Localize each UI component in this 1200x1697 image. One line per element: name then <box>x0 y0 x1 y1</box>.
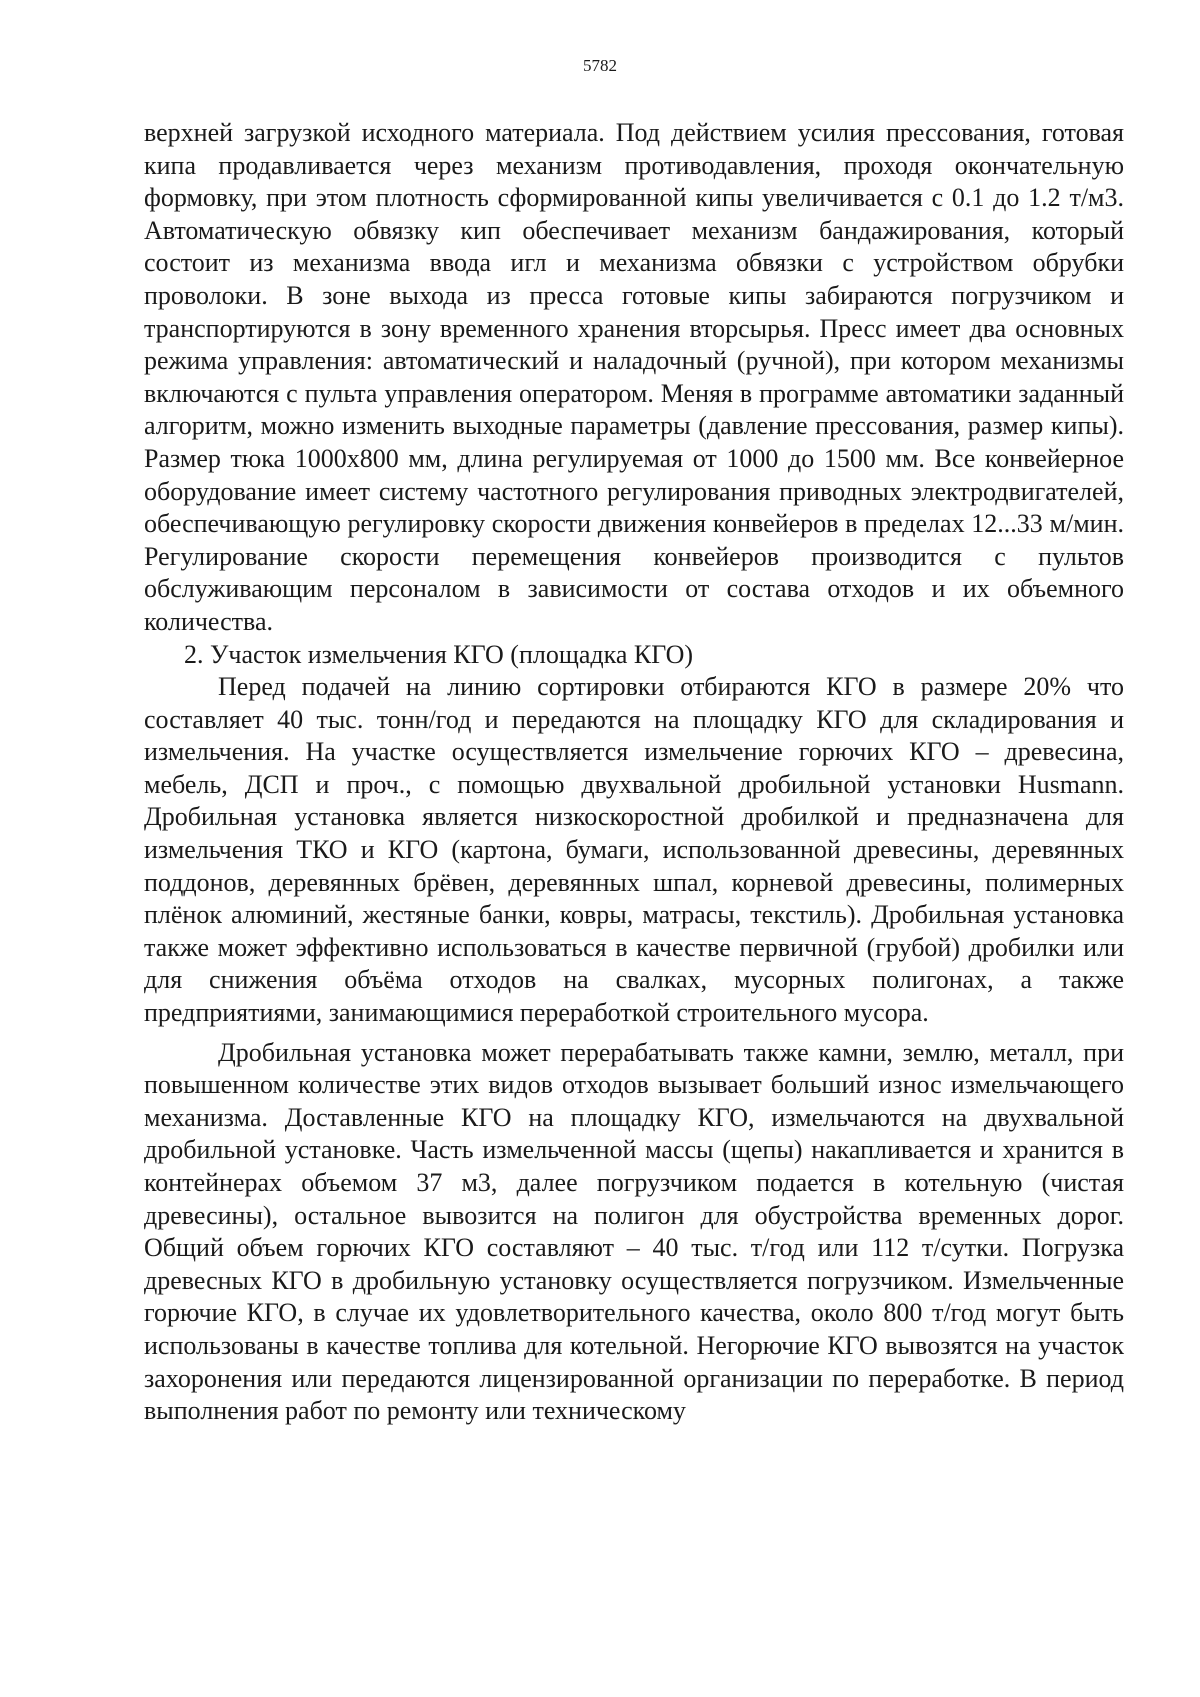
document-body <box>144 117 1124 1428</box>
page-number: 5782 <box>583 56 617 75</box>
continuation-paragraph: верхней загрузкой исходного материала. Под действием усилия прессования, готовая кипа продавливается через механизм противодавления, проходя окончательную формовку, при этом плотность сформированной кипы увеличивается с 0.1 до 1.2 т/м3. Автоматическую обвязку кип обеспечивает механизм бандажирования, который состоит из механизма ввода игл и механизма обвязки с устройством обрубки проволоки. В зоне выхода из пресса готовые кипы забираются погрузчиком и транспортируются в зону временного хранения вторсырья. Пресс имеет два основных режима управления: автоматический и наладочный (ручной), при котором механизмы включаются с пульта управления оператором. Меняя в программе автоматики заданный алгоритм, можно изменить выходные параметры (давление прессования, размер кипы). Размер тюка 1000х800 мм, длина регулируемая от 1000 до 1500 мм. Все конвейерное оборудование имеет систему частотного регулирования приводных электродвигателей, обеспечивающую регулировку скорости движения конвейеров в пределах 12...33 м/мин. Регулирование скорости перемещения конвейеров производится с пультов обслуживающим персоналом в зависимости от состава отходов и их объемного количества. <box>144 118 1124 636</box>
section-paragraph-2: Дробильная установка может перерабатывать также камни, землю, металл, при повышенном количестве этих видов отходов вызывает больший износ измельчающего механизма. Доставленные КГО на площадку КГО, измельчаются на двухвальной дробильной установке. Часть измельченной массы (щепы) накапливается и хранится в контейнерах объемом 37 м3, далее погрузчиком подается в котельную (чистая древесины), остальное вывозится на полигон для обустройства временных дорог. Общий объем горючих КГО составляют – 40 тыс. т/год или 112 т/сутки. Погрузка древесных КГО в дробильную установку осуществляется погрузчиком. Измельченные горючие КГО, в случае их удовлетворительного качества, около 800 т/год могут быть использованы в качестве топлива для котельной. Негорючие КГО вывозятся на участок захоронения или передаются лицензированной организации по переработке. В период выполнения работ по ремонту или техническому <box>144 1037 1124 1426</box>
section-paragraph-1: Перед подачей на линию сортировки отбираются КГО в размере 20% что составляет 40 тыс. тонн/год и передаются на площадку КГО для складирования и измельчения. На участке осуществляется измельчение горючих КГО – древесина, мебель, ДСП и проч., с помощью двухвальной дробильной установки Husmann. Дробильная установка является низкоскоростной дробилкой и предназначена для измельчения ТКО и КГО (картона, бумаги, использованной древесины, деревянных поддонов, деревянных брёвен, деревянных шпал, корневой древесины, полимерных плёнок алюминий, жестяные банки, ковры, матрасы, текстиль). Дробильная установка также может эффективно использоваться в качестве первичной (грубой) дробилки или для снижения объёма отходов на свалках, мусорных полигонах, а также предприятиями, занимающимися переработкой строительного мусора. <box>144 672 1124 1028</box>
section-heading: 2. Участок измельчения КГО (площадка КГО) <box>184 639 694 669</box>
